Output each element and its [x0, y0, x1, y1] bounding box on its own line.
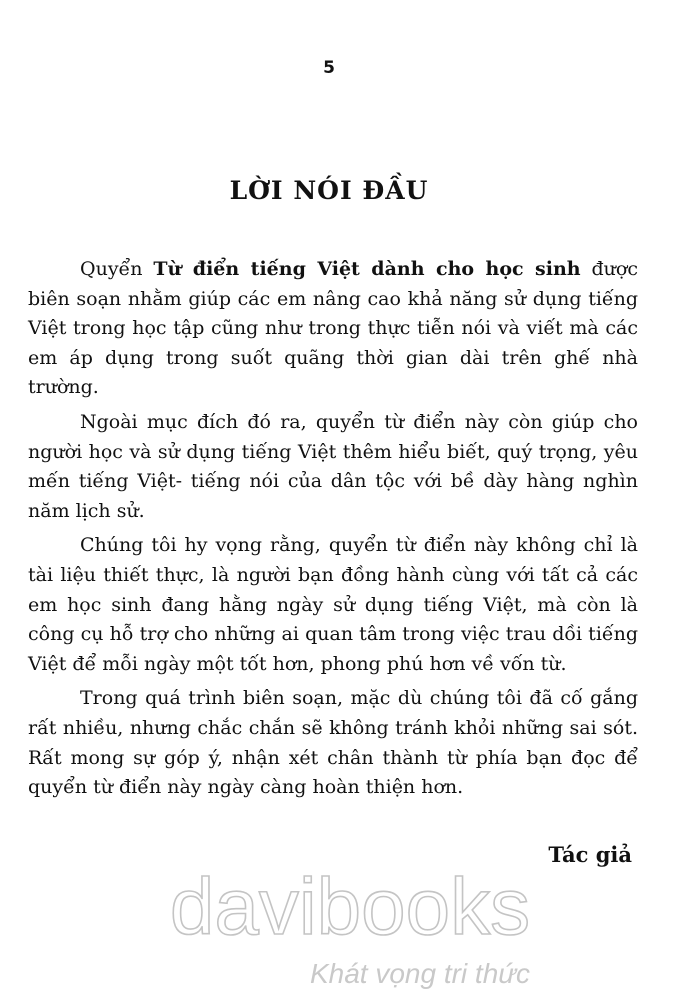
author-signature: Tác giả [548, 842, 632, 867]
davibooks-watermark [150, 866, 550, 996]
paragraph-1-lead: Quyển [80, 258, 154, 280]
watermark-brand: davibooks [169, 866, 531, 951]
watermark-slogan: Khát vọng tri thức [309, 958, 531, 989]
paragraph-3: Chúng tôi hy vọng rằng, quyển từ điển này không chỉ là tài liệu thiết thực, là người bạn đồng hành cùng với tất cả các em học sinh đang hằng ngày sử dụng tiếng Việt, mà còn là công cụ hỗ trợ cho những ai quan tâm trong việc trau dồi tiếng Việt để mỗi ngày một tốt hơn, phong phú hơn về vốn từ. [28, 534, 638, 675]
page-title: LỜI NÓI ĐẦU [229, 176, 429, 205]
paragraph-1-rest: được biên soạn nhằm giúp các em nâng cao khả năng sử dụng tiếng Việt trong học tập cũng như trong thực tiễn nói và viết mà các em áp dụng trong suốt quãng thời gian dài trên ghế nhà trường. [28, 258, 638, 399]
paragraph-4: Trong quá trình biên soạn, mặc dù chúng tôi đã cố gắng rất nhiều, nhưng chắc chắn sẽ không tránh khỏi những sai sót. Rất mong sự góp ý, nhận xét chân thành từ phía bạn đọc để quyển từ điển này ngày càng hoàn thiện hơn. [28, 687, 638, 799]
paragraph-1 [28, 255, 638, 403]
preface-body [28, 255, 638, 808]
page-number: 5 [323, 58, 335, 78]
dictionary-title-emphasis: Từ điển tiếng Việt dành cho học sinh [153, 258, 581, 280]
paragraph-2: Ngoài mục đích đó ra, quyển từ điển này còn giúp cho người học và sử dụng tiếng Việt thêm hiểu biết, quý trọng, yêu mến tiếng Việt- tiếng nói của dân tộc với bề dày hàng nghìn năm lịch sử. [28, 410, 638, 522]
